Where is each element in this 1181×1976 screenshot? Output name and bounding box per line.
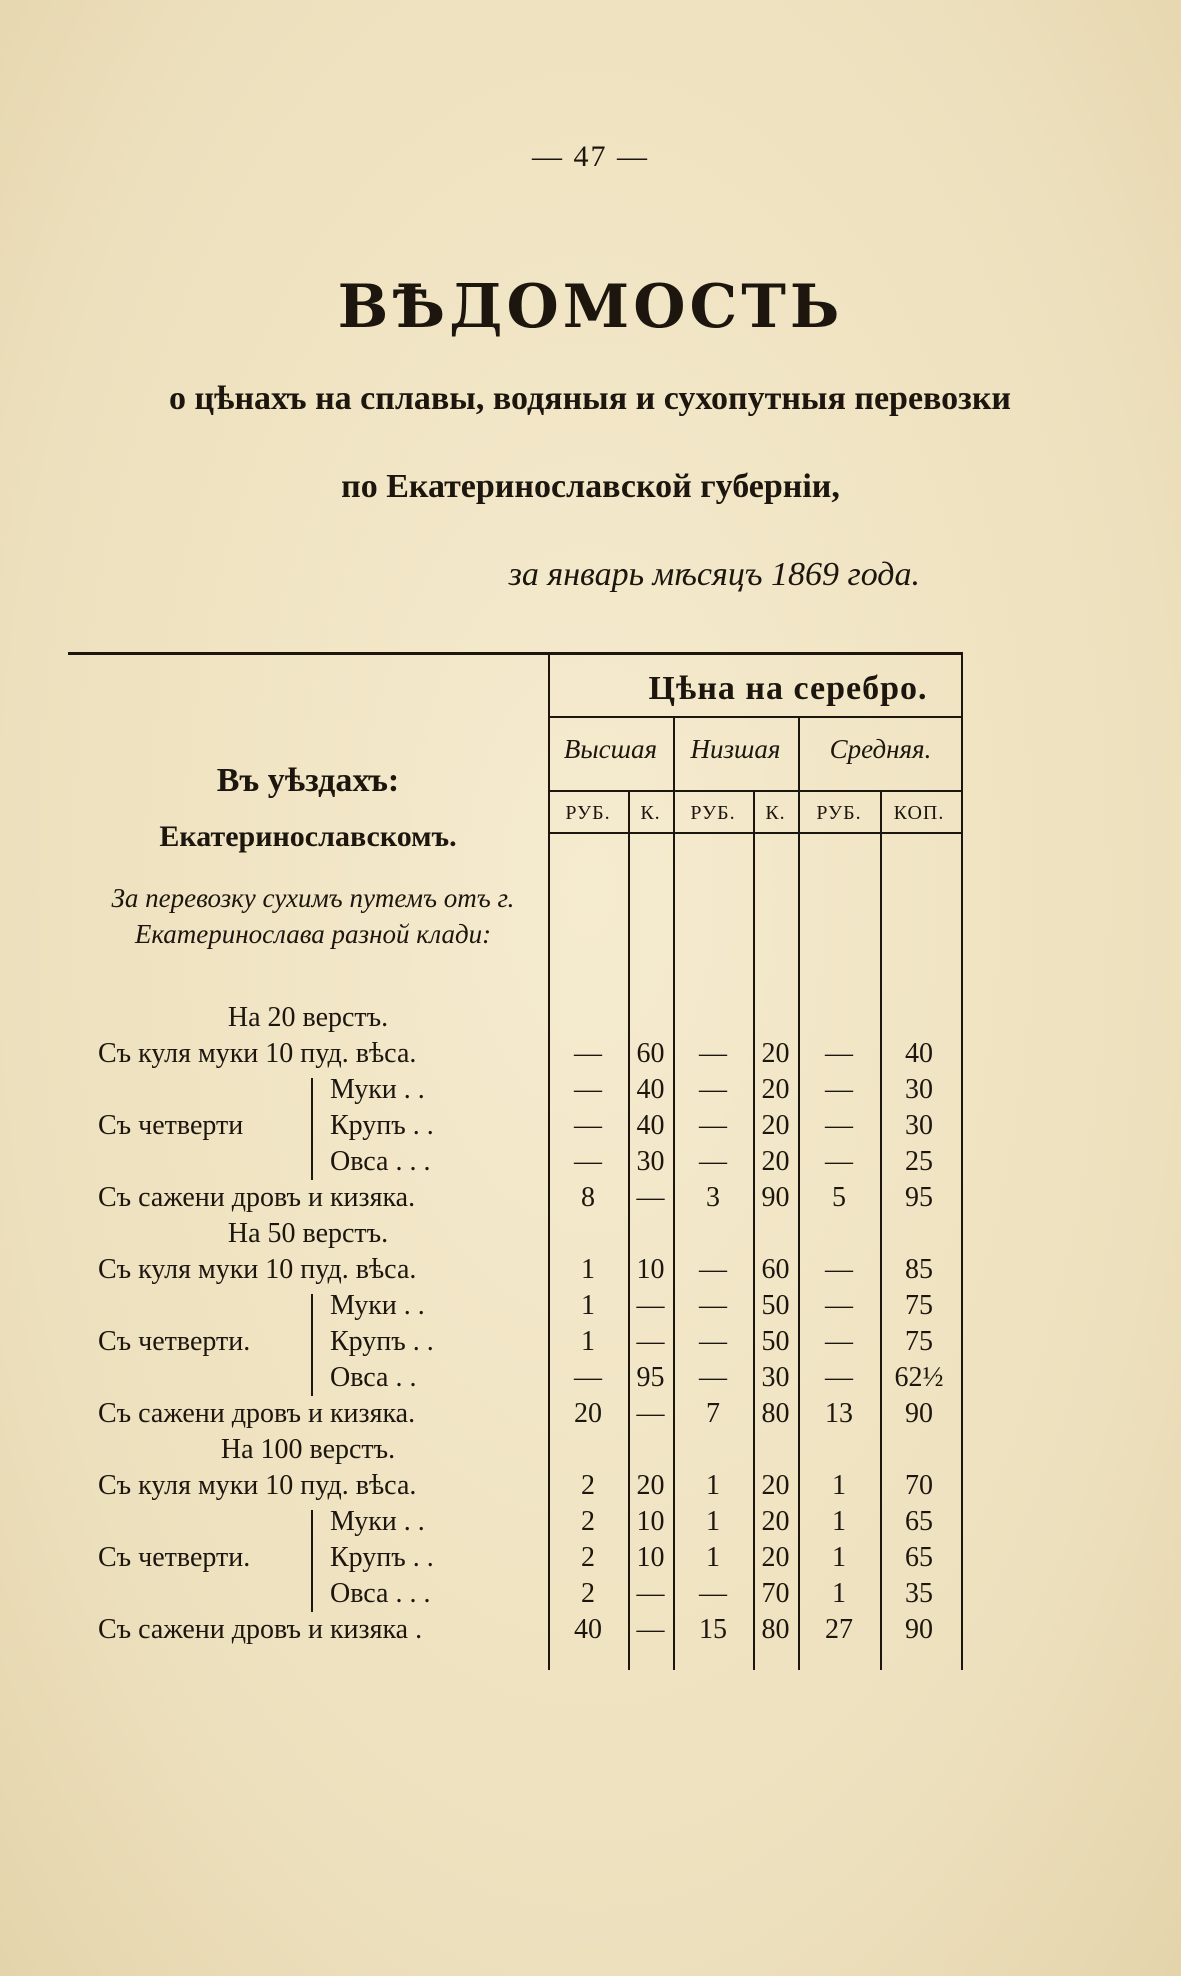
brace-line — [311, 1510, 313, 1612]
value-cell: — — [699, 1110, 727, 1141]
header-rule — [548, 716, 963, 718]
value-cell: — — [636, 1398, 665, 1429]
value-cell: — — [636, 1614, 665, 1645]
value-cell: 70 — [761, 1578, 790, 1609]
value-cell: 10 — [636, 1506, 665, 1537]
price-header: Цѣна на серебро. — [648, 670, 928, 707]
value-cell: 50 — [761, 1326, 790, 1357]
table-row — [68, 1074, 963, 1110]
item-label: Крупъ . . — [330, 1110, 434, 1141]
value-cell: — — [636, 1578, 665, 1609]
item-label: Овса . . — [330, 1362, 417, 1393]
value-cell: 20 — [761, 1470, 790, 1501]
value-cell: 80 — [761, 1398, 790, 1429]
value-cell: — — [699, 1326, 727, 1357]
value-cell: — — [574, 1146, 602, 1177]
value-cell: — — [699, 1146, 727, 1177]
table-row — [68, 1614, 963, 1650]
value-cell: — — [574, 1362, 602, 1393]
value-cell: — — [825, 1038, 853, 1069]
value-cell: 1 — [832, 1542, 846, 1573]
value-cell: 20 — [761, 1506, 790, 1537]
value-cell: 1 — [706, 1506, 720, 1537]
value-cell: 95 — [636, 1362, 665, 1393]
row-label: Съ куля муки 10 пуд. вѣса. — [98, 1470, 417, 1501]
value-cell: 20 — [761, 1038, 790, 1069]
value-cell: — — [825, 1074, 853, 1105]
group-header-high: Высшая — [563, 734, 658, 764]
value-cell: 40 — [636, 1110, 665, 1141]
value-cell: 1 — [706, 1542, 720, 1573]
value-cell: 40 — [905, 1038, 933, 1069]
value-cell: 1 — [706, 1470, 720, 1501]
section-heading: На 50 верстъ. — [227, 1218, 389, 1249]
value-cell: 40 — [636, 1074, 665, 1105]
header-rule — [548, 790, 963, 792]
price-table — [68, 652, 963, 1670]
item-label: Овса . . . — [330, 1146, 431, 1177]
value-cell: 95 — [905, 1182, 933, 1213]
value-cell: 30 — [636, 1146, 665, 1177]
value-cell: — — [825, 1362, 853, 1393]
district-heading: Въ уѣздахъ: — [216, 762, 400, 799]
group-header-average: Средняя. — [829, 734, 932, 764]
unit-header: РУБ. — [565, 802, 611, 824]
value-cell: — — [699, 1362, 727, 1393]
item-label: Муки . . — [330, 1506, 425, 1537]
row-label: Съ куля муки 10 пуд. вѣса. — [98, 1038, 417, 1069]
value-cell: — — [636, 1290, 665, 1321]
section-heading-row — [68, 1434, 963, 1470]
value-cell: 2 — [581, 1470, 595, 1501]
value-cell: — — [574, 1038, 602, 1069]
table-row — [68, 1146, 963, 1182]
table-row — [68, 1254, 963, 1290]
value-cell: 65 — [905, 1506, 933, 1537]
value-cell: 20 — [636, 1470, 665, 1501]
value-cell: 90 — [905, 1614, 933, 1645]
value-cell: 30 — [761, 1362, 790, 1393]
value-cell: 13 — [825, 1398, 853, 1429]
value-cell: — — [699, 1038, 727, 1069]
section-heading-row — [68, 1002, 963, 1038]
row-label: Съ куля муки 10 пуд. вѣса. — [98, 1254, 417, 1285]
section-heading-row — [68, 1218, 963, 1254]
subtitle-line-3: за январь мѣсяцъ 1869 года. — [508, 556, 920, 593]
table-row — [68, 1506, 963, 1542]
value-cell: 10 — [636, 1254, 665, 1285]
value-cell: 80 — [761, 1614, 790, 1645]
group-label: Съ четверти. — [98, 1542, 251, 1573]
table-row — [68, 1578, 963, 1614]
value-cell: 30 — [905, 1110, 933, 1141]
value-cell: — — [825, 1326, 853, 1357]
unit-header: РУБ. — [816, 802, 862, 824]
value-cell: 35 — [905, 1578, 933, 1609]
value-cell: 7 — [706, 1398, 720, 1429]
value-cell: — — [699, 1074, 727, 1105]
value-cell: 10 — [636, 1542, 665, 1573]
table-row — [68, 1362, 963, 1398]
value-cell: 27 — [825, 1614, 853, 1645]
section-heading: На 20 верстъ. — [227, 1002, 389, 1033]
group-label: Съ четверти — [98, 1110, 244, 1141]
value-cell: 60 — [636, 1038, 665, 1069]
value-cell: — — [699, 1290, 727, 1321]
value-cell: 20 — [761, 1542, 790, 1573]
unit-header: КОП. — [893, 802, 945, 824]
value-cell: 60 — [761, 1254, 790, 1285]
value-cell: 1 — [832, 1506, 846, 1537]
table-note: За перевозку сухимъ путемъ отъ г. Екатеринослава разной клади: — [111, 883, 515, 949]
value-cell: 70 — [905, 1470, 933, 1501]
table-row — [68, 1038, 963, 1074]
value-cell: 20 — [574, 1398, 602, 1429]
value-cell: 30 — [905, 1074, 933, 1105]
unit-header: К. — [640, 802, 661, 824]
table-row — [68, 1290, 963, 1326]
value-cell: 1 — [581, 1254, 595, 1285]
value-cell: — — [699, 1254, 727, 1285]
table-row — [68, 1470, 963, 1506]
value-cell: 75 — [905, 1290, 933, 1321]
value-cell: 2 — [581, 1578, 595, 1609]
item-label: Овса . . . — [330, 1578, 431, 1609]
table-top-rule — [68, 652, 963, 655]
group-label: Съ четверти. — [98, 1326, 251, 1357]
value-cell: 2 — [581, 1506, 595, 1537]
value-cell: 1 — [581, 1326, 595, 1357]
value-cell: — — [574, 1074, 602, 1105]
value-cell: — — [825, 1110, 853, 1141]
item-label: Муки . . — [330, 1290, 425, 1321]
table-row — [68, 1110, 963, 1146]
value-cell: 90 — [905, 1398, 933, 1429]
district-name: Екатеринославскомъ. — [159, 820, 457, 853]
value-cell: — — [825, 1290, 853, 1321]
value-cell: — — [636, 1182, 665, 1213]
value-cell: 1 — [832, 1470, 846, 1501]
table-row — [68, 1542, 963, 1578]
value-cell: — — [636, 1326, 665, 1357]
value-cell: 15 — [699, 1614, 727, 1645]
value-cell: 40 — [574, 1614, 602, 1645]
group-header-low: Низшая — [690, 734, 781, 764]
document-title: ВѢДОМОСТЬ — [337, 272, 844, 342]
value-cell: 8 — [581, 1182, 595, 1213]
item-label: Крупъ . . — [330, 1326, 434, 1357]
value-cell: 65 — [905, 1542, 933, 1573]
value-cell: 50 — [761, 1290, 790, 1321]
row-label: Съ сажени дровъ и кизяка . — [98, 1614, 423, 1645]
table-row — [68, 1326, 963, 1362]
value-cell: 20 — [761, 1110, 790, 1141]
value-cell: 20 — [761, 1146, 790, 1177]
header-rule — [548, 832, 963, 834]
value-cell: 3 — [706, 1182, 720, 1213]
row-label: Съ сажени дровъ и кизяка. — [98, 1182, 416, 1213]
table-row — [68, 1182, 963, 1218]
value-cell: 75 — [905, 1326, 933, 1357]
subtitle-line-2: по Екатеринославской губерніи, — [341, 468, 840, 505]
value-cell: 2 — [581, 1542, 595, 1573]
value-cell: 5 — [832, 1182, 846, 1213]
value-cell: 85 — [905, 1254, 933, 1285]
value-cell: 62½ — [894, 1362, 944, 1393]
value-cell: 1 — [581, 1290, 595, 1321]
value-cell: 25 — [905, 1146, 933, 1177]
section-heading: На 100 верстъ. — [220, 1434, 396, 1465]
value-cell: — — [825, 1254, 853, 1285]
value-cell: — — [825, 1146, 853, 1177]
value-cell: 90 — [761, 1182, 790, 1213]
subtitle-line-1: о цѣнахъ на сплавы, водяныя и сухопутныя перевозки — [168, 380, 1012, 417]
brace-line — [311, 1294, 313, 1396]
item-label: Муки . . — [330, 1074, 425, 1105]
brace-line — [311, 1078, 313, 1180]
page-number: — 47 — — [532, 140, 649, 173]
item-label: Крупъ . . — [330, 1542, 434, 1573]
value-cell: — — [699, 1578, 727, 1609]
unit-header: РУБ. — [690, 802, 736, 824]
value-cell: 20 — [761, 1074, 790, 1105]
value-cell: 1 — [832, 1578, 846, 1609]
value-cell: — — [574, 1110, 602, 1141]
unit-header: К. — [765, 802, 786, 824]
row-label: Съ сажени дровъ и кизяка. — [98, 1398, 416, 1429]
table-row — [68, 1398, 963, 1434]
